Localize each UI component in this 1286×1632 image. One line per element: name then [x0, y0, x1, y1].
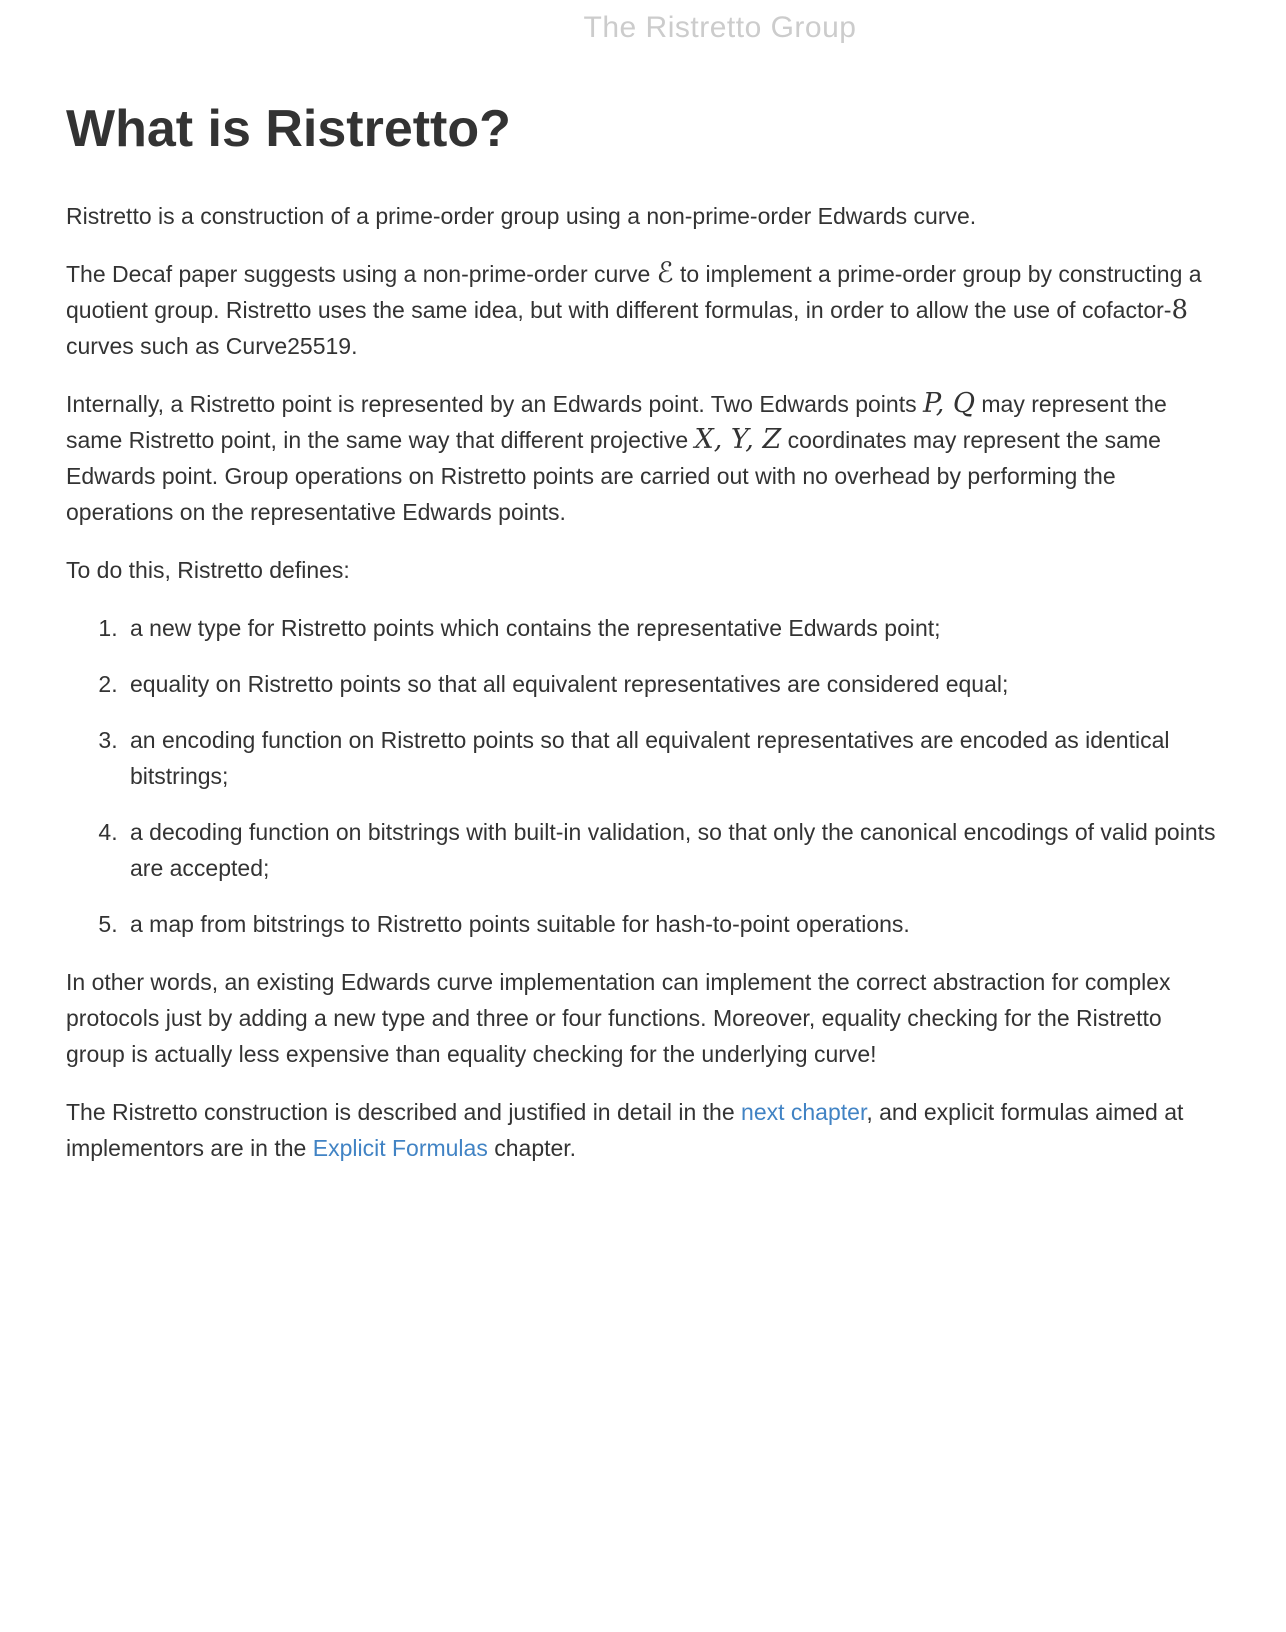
inline-math: P, Q: [923, 388, 975, 419]
defines-list: [66, 610, 1220, 942]
list-item: 4. a decoding function on bitstrings with built-in validation, so that only the canonical encodings of valid points are accepted;: [124, 814, 1220, 886]
list-item: 1. a new type for Ristretto points which contains the representative Edwards point;: [124, 610, 1220, 646]
page-title: What is Ristretto?: [66, 100, 511, 158]
inline-math: X, Y, Z: [694, 424, 782, 455]
paragraph-4: To do this, Ristretto defines:: [66, 557, 350, 583]
list-item: 5. a map from bitstrings to Ristretto points suitable for hash-to-point operations.: [124, 906, 1220, 942]
content-blocks: [66, 198, 1220, 1166]
paragraph-2: The Decaf paper suggests using a non-prime-order curve ℰ to implement a prime-order group by constructing a quotient group. Ristretto uses the same idea, but with different formulas, in order to allow the use of cofactor-8 curves such as Curve25519.: [66, 256, 1202, 359]
paragraph-3: Internally, a Ristretto point is represented by an Edwards point. Two Edwards points P, Q may represent the same Ristretto point, in the same way that different projective X, Y, Z coordinates may represent the same Edwards point. Group operations on Ristretto points are carried out with no overhead by performing the operations on the representative Edwards points.: [66, 388, 1167, 525]
book-title: The Ristretto Group: [583, 11, 857, 44]
inline-math: ℰ: [656, 256, 674, 289]
paragraph-1: Ristretto is a construction of a prime-order group using a non-prime-order Edwards curve.: [66, 203, 977, 229]
next-chapter-link[interactable]: next chapter: [741, 1099, 867, 1125]
explicit-formulas-link[interactable]: Explicit Formulas: [312, 1135, 488, 1161]
list-item: 2. equality on Ristretto points so that all equivalent representatives are considered equal;: [124, 666, 1220, 702]
paragraph-6: In other words, an existing Edwards curve implementation can implement the correct abstraction for complex protocols just by adding a new type and three or four functions. Moreover, equality checking for the Ristretto group is actually less expensive than equality checking for the underlying curve!: [66, 969, 1171, 1067]
menu-bar: [0, 0, 1286, 49]
inline-math: 8: [1171, 295, 1188, 325]
page-content: [0, 95, 1286, 1166]
list-item: 3. an encoding function on Ristretto points so that all equivalent representatives are encoded as identical bitstrings;: [124, 722, 1220, 794]
paragraph-7: The Ristretto construction is described and justified in detail in the next chapter, and explicit formulas aimed at implementors are in the Explicit Formulas chapter.: [66, 1099, 1184, 1161]
